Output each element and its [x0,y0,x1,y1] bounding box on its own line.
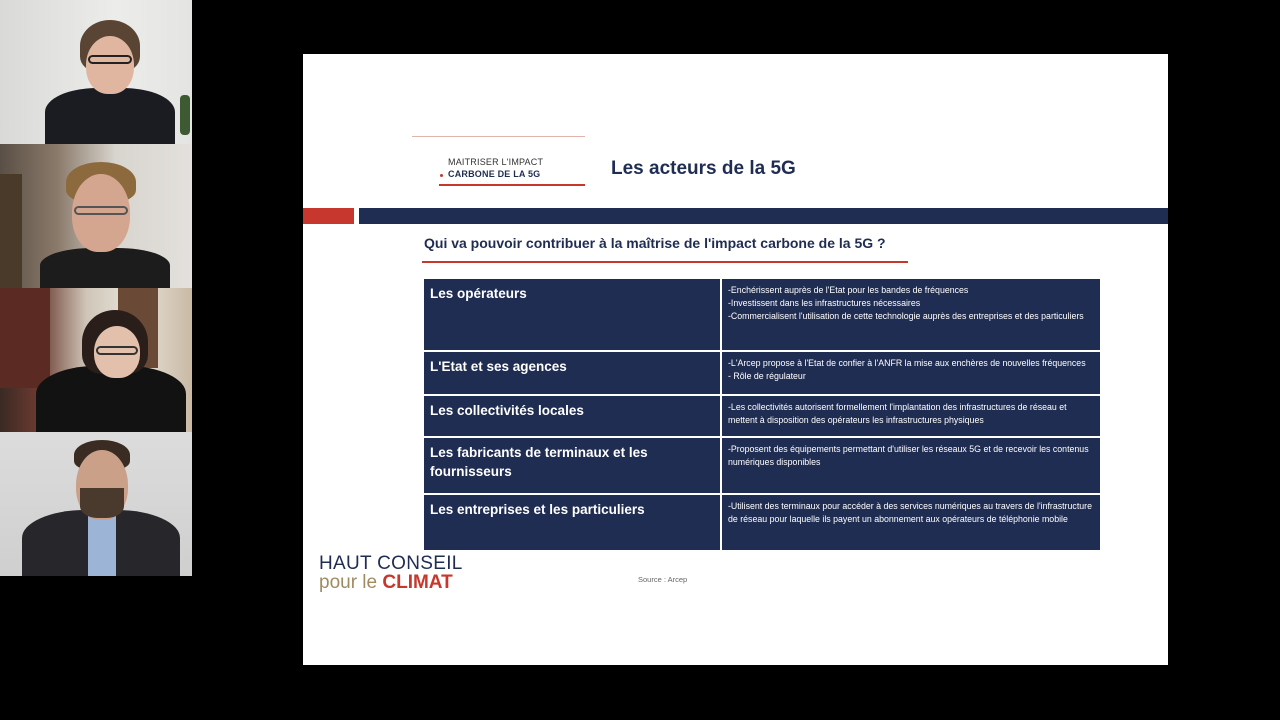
description-line: -Commercialisent l'utilisation de cette technologie auprès des entreprises et des particuliers [728,311,1084,321]
description-cell [721,494,1101,551]
source-note: Source : Arcep [638,575,688,584]
logo-line2-prefix: pour le [319,572,383,593]
glasses-icon [96,346,138,355]
actor-cell: L'Etat et ses agences [423,351,721,395]
bullet-dot-icon [440,174,443,177]
description-line: -L'Arcep propose à l'Etat de confier à l'ANFR la mise aux enchères de nouvelles fréquences [728,358,1086,368]
participant-face [86,36,134,94]
participant-video-3[interactable] [0,288,192,432]
table-row [423,278,1101,351]
header-subtitle-line1: MAITRISER L'IMPACT [448,157,544,167]
actor-cell: Les entreprises et les particuliers [423,494,721,551]
participant-video-2[interactable] [0,144,192,288]
actor-cell: Les collectivités locales [423,395,721,437]
header-rule-bottom [439,184,585,186]
hcc-logo [319,554,463,592]
table-row [423,351,1101,395]
bookshelf-decor [0,174,22,288]
description-cell [721,278,1101,351]
description-line: -Les collectivités autorisent formellement l'implantation des infrastructures de réseau et mettent à disposition des opérateurs les infrastructures physiques [728,402,1067,425]
slide-title: Les acteurs de la 5G [611,158,796,179]
table-row [423,395,1101,437]
header-subtitle-line2: CARBONE DE LA 5G [448,169,541,179]
description-line: -Investissent dans les infrastructures nécessaires [728,298,921,308]
header-rule-top [412,136,585,137]
description-line: -Enchérissent auprès de l'Etat pour les bandes de fréquences [728,285,969,295]
description-line: -Proposent des équipements permettant d'utiliser les réseaux 5G et de recevoir les contenus numériques disponibles [728,444,1089,467]
participant-silhouette [45,88,175,144]
participant-video-4[interactable] [0,432,192,576]
description-line: -Utilisent des terminaux pour accéder à des services numériques au travers de l'infrastructure de réseau pour laquelle ils payent un abonnement aux opérateurs de téléphonie mobile [728,501,1092,524]
logo-line2-emphasis: CLIMAT [382,572,453,593]
accent-band-navy [359,208,1168,224]
glasses-icon [74,206,128,215]
actor-cell: Les opérateurs [423,278,721,351]
actor-cell: Les fabricants de terminaux et les fournisseurs [423,437,721,494]
slide-question: Qui va pouvoir contribuer à la maîtrise de l'impact carbone de la 5G ? [424,235,886,251]
actors-table [422,277,1102,552]
shared-slide [303,54,1168,665]
description-line: - Rôle de régulateur [728,371,806,381]
participant-shirt [88,512,116,576]
participant-beard [80,488,124,518]
accent-band-red [303,208,354,224]
participant-video-1[interactable] [0,0,192,144]
plant-decor [180,95,190,135]
table-row [423,494,1101,551]
description-cell [721,437,1101,494]
logo-line1: HAUT CONSEIL [319,553,463,574]
glasses-icon [88,55,132,64]
table-row [423,437,1101,494]
description-cell [721,395,1101,437]
question-underline [422,261,908,263]
description-cell [721,351,1101,395]
participant-silhouette [40,248,170,288]
bookshelf-decor [0,288,50,388]
